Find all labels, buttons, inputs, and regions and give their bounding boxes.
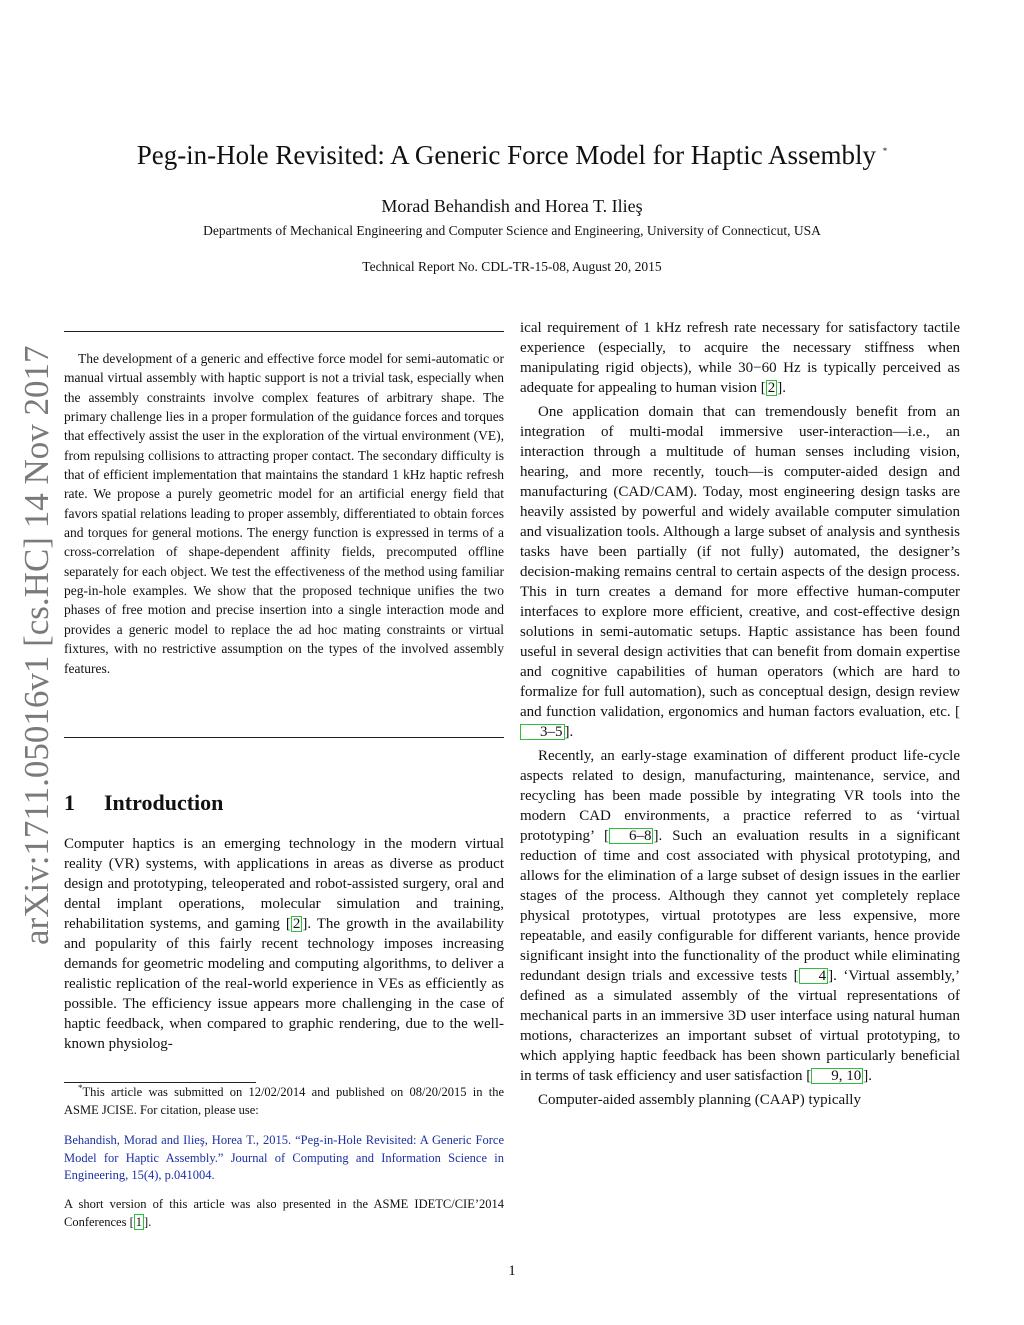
title-footnote-mark[interactable]: *: [882, 146, 888, 156]
right-paragraph-1: ical requirement of 1 kHz refresh rate necessary for satisfactory tactile experience (especially, to acquire the necessary stiffness when manipulating rigid objects), while 30−60 Hz is typically perceived as adequate for appealing to human vision [ 2 ].: [520, 320, 960, 396]
abstract-bottom-rule: [64, 737, 504, 738]
intro-text-a: Computer haptics is an emerging technology in the modern virtual reality (VR) systems, with applications in areas as diverse as product design and prototyping, teleoperated and robot-assisted surgery, oral and dental implant operations, molecular simulation and training, rehabilitation systems, and gaming: [64, 836, 504, 932]
footnote-citation-link[interactable]: Behandish, Morad and Ilieş, Horea T., 2015. “Peg-in-Hole Revisited: A Generic Force Model for Haptic Assembly.” Journal of Computing and Information Science in Engineering, 15(4), p.041004.: [64, 1133, 504, 1182]
citation-link[interactable]: 4: [799, 968, 829, 984]
footnote-end: .: [148, 1214, 152, 1229]
right-p2-text-b: .: [569, 724, 574, 740]
right-paragraph-2: One application domain that can tremendously benefit from an integration of multi-modal immersive user-interaction—i.e., an interaction through a multitude of human senses including vision, hearing, and more recently, touch—is computer-aided design and manufacturing (CAD/CAM). Today, most engineering design tasks are heavily assisted by powerful and widely available computer simulation and visualization tools. Although a large subset of analysis and synthesis tasks have been partially (if not fully) automated, the designer’s decision-making remains central to certain aspects of the design process. This in turn creates a demand for more effective human-computer interfaces to explore more efficient, creative, and cost-effective design solutions in semi-automatic setups. Haptic assistance has been found useful in several design activities that can benefit from domain expertise and cognitive capabilities of human operators (which are hard to formalize for full automation), such as conceptual design, design review and function validation, ergonomics and human factors evaluation, etc. [3–5 ].: [520, 404, 960, 740]
footnote-mark: *: [78, 1082, 83, 1093]
intro-paragraph-1: Computer haptics is an emerging technology in the modern virtual reality (VR) systems, with applications in areas as diverse as product design and prototyping, teleoperated and robot-assisted surgery, oral and dental implant operations, molecular simulation and training, rehabilitation systems, and gaming [ 2 ]. The growth in the availability and popularity of this fairly recent technology imposes increasing demands for geometric modeling and computing algorithms, to deliver a realistic replication of the real-world experience in VEs as efficiently as possible. The efficiency issue appears more challenging in the case of haptic feedback, when compared to graphic rendering, due to the well-known physiolog-: [64, 836, 504, 1052]
title-text: Peg-in-Hole Revisited: A Generic Force Model for Haptic Assembly: [136, 140, 877, 170]
right-paragraph-4: Computer-aided assembly planning (CAAP) typically: [538, 1092, 861, 1108]
section-heading-introduction: [64, 790, 504, 816]
citation-link[interactable]: 2: [767, 380, 776, 396]
right-p3-text-c: . ‘Virtual assembly,’ defined as a simulated assembly of the virtual representations of mechanical parts in an immersive 3D user interface using natural human motions, characterizes an important subset of virtual prototyping, to which applying haptic feedback has been shown particularly beneficial in terms of task efficiency and user satisfaction: [520, 968, 960, 1084]
footnote-short-version: A short version of this article was also presented in the ASME IDETC/CIE’2014 Conferences [ 1 ].: [64, 1197, 504, 1229]
citation-link[interactable]: 6–8: [609, 828, 654, 844]
abstract-top-rule: [64, 331, 504, 332]
affiliation: Departments of Mechanical Engineering and Computer Science and Engineering, University of Connecticut, USA: [203, 223, 821, 238]
footnote-submission: [64, 1084, 504, 1119]
authors: Morad Behandish and Horea T. Ilieş: [381, 196, 643, 216]
footnote-rule: [64, 1082, 256, 1083]
paper-title: [0, 140, 1024, 171]
citation-link[interactable]: 2: [292, 916, 301, 932]
report-number: Technical Report No. CDL-TR-15-08, August 20, 2015: [362, 259, 662, 274]
footnote-submission-text: This article was submitted on 12/02/2014 and published on 08/20/2015 in the ASME JCISE. For citation, please use:: [64, 1085, 504, 1117]
right-p1-text-b: .: [782, 380, 787, 396]
intro-text-b: . The growth in the availability and popularity of this fairly recent technology imposes increasing demands for geometric modeling and computing algorithms, to deliver a realistic replication of the real-world experience in VEs as efficiently as possible. The efficiency issue appears more challenging in the case of haptic feedback, when compared to graphic rendering, due to the well-known physiolog-: [64, 916, 504, 1052]
section-number: 1: [64, 790, 75, 815]
right-column: [520, 318, 960, 1110]
right-p3-text-b: . Such an evaluation results in a significant reduction of time and cost associated with physical prototyping, and allows for the elimination of a large subset of design issues in the earlier stages of the process. Although they cannot yet completely replace physical prototypes, virtual prototypes are less expensive, more repeatable, and easily configurable for different variants, hence provide significant insight into the functionality of the product while eliminating redundant design trials and excessive tests: [520, 828, 960, 984]
arxiv-stamp: arXiv:1711.05016v1 [cs.HC] 14 Nov 2017: [17, 345, 56, 945]
right-p3-text-d: .: [868, 1068, 873, 1084]
citation-link[interactable]: 1: [135, 1214, 143, 1229]
right-p2-text-a: One application domain that can tremendously benefit from an integration of multi-modal immersive user-interaction—i.e., an interaction through a multitude of human senses including vision, hearing, and more recently, touch—is computer-aided design and manufacturing (CAD/CAM). Today, most engineering design tasks are heavily assisted by powerful and widely available computer simulation and visualization tools. Although a large subset of analysis and synthesis tasks have been partially (if not fully) automated, the designer’s decision-making remains central to certain aspects of the design process. This in turn creates a demand for more effective human-computer interfaces to explore more efficient, creative, and cost-effective design solutions in semi-automatic setups. Haptic assistance has been found useful in several design activities that can benefit from domain expertise and cognitive capabilities of human operators (which are hard to formalize for full automation), such as conceptual design, design review and function validation, ergonomics and human factors evaluation, etc.: [520, 404, 960, 720]
right-p1-text-a: ical requirement of 1 kHz refresh rate necessary for satisfactory tactile experience (especially, to acquire the necessary stiffness when manipulating rigid objects), while 30−60 Hz is typically perceived as adequate for appealing to human vision: [520, 320, 960, 396]
page-number: 1: [508, 1263, 516, 1279]
section-title: Introduction: [104, 790, 224, 815]
abstract: The development of a generic and effective force model for semi-automatic or manual virtual assembly with haptic support is not a trivial task, especially when the assembly constraints involve complex features of arbitrary shape. The primary challenge lies in a proper formulation of the guidance forces and torques that effectively assist the user in the exploration of the virtual environment (VE), from repulsing collisions to attracting proper contact. The secondary difficulty is that of efficient implementation that maintains the standard 1 kHz haptic refresh rate. We propose a purely geometric model for an artificial energy field that favors spatial relations leading to proper assembly, differentiated to obtain forces and torques for general motions. The energy function is expressed in terms of a cross-correlation of shape-dependent affinity fields, precomputed offline separately for each object. We test the effectiveness of the method using familiar peg-in-hole examples. We show that the proposed technique unifies the two phases of free motion and precise insertion into a single interaction mode and provides a generic model to replace the ad hoc mating constraints or virtual fixtures, with no restrictive assumption on the types of the involved assembly features.: [64, 351, 504, 676]
right-paragraph-3: Recently, an early-stage examination of different product life-cycle aspects related to design, manufacturing, maintenance, service, and recycling has been made possible by integrating VR tools into the modern CAD environments, a practice referred to as ‘virtual prototyping’ [ 6–8 ]. Such an evaluation results in a significant reduction of time and cost associated with physical prototyping, and allows for the elimination of a large subset of design issues in the earlier stages of the process. Although they cannot yet completely replace physical prototypes, virtual prototypes are less expensive, more repeatable, and easily configurable for different variants, hence provide significant insight into the functionality of the product while eliminating redundant design trials and excessive tests [ 4 ]. ‘Virtual assembly,’ defined as a simulated assembly of the virtual representations of mechanical parts in an immersive 3D user interface using natural human motions, characterizes an important subset of virtual prototyping, to which applying haptic feedback has been shown particularly beneficial in terms of task efficiency and user satisfaction [ 9, 10 ].: [520, 748, 960, 1084]
right-p3-text-a: Recently, an early-stage examination of different product life-cycle aspects related to design, manufacturing, maintenance, service, and recycling has been made possible by integrating VR tools into the modern CAD environments, a practice referred to as ‘virtual prototyping’: [520, 748, 960, 844]
citation-link[interactable]: 9, 10: [811, 1068, 863, 1084]
footnote-short-version-text: A short version of this article was also presented in the ASME IDETC/CIE’2014 Conferences: [64, 1197, 504, 1229]
citation-link[interactable]: 3–5: [520, 724, 565, 740]
